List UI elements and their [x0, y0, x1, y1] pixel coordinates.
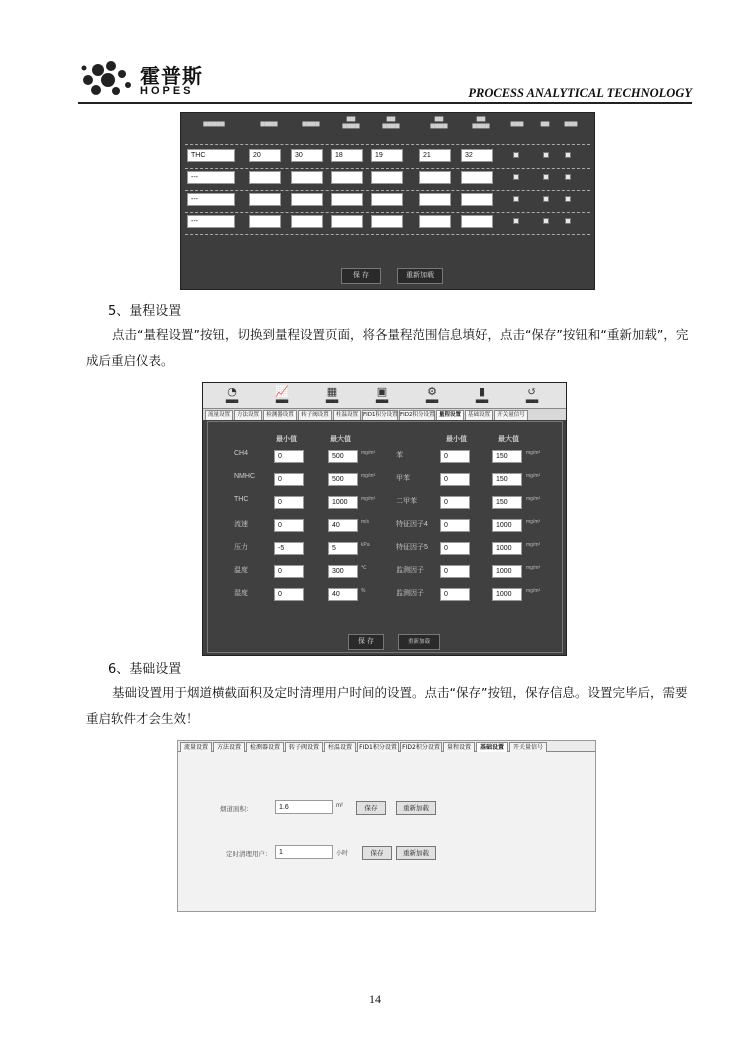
time-input[interactable]: 19	[371, 149, 403, 162]
settings-tab[interactable]: 柱温设置	[324, 742, 356, 752]
settings-tab[interactable]: 方法设置	[213, 742, 245, 752]
row-checkbox[interactable]	[565, 196, 571, 202]
range-min-input[interactable]: 0	[274, 519, 304, 532]
row-checkbox[interactable]	[543, 196, 549, 202]
col-header: ▆▆▆▆	[260, 121, 278, 127]
toolbar	[203, 383, 566, 409]
section-paragraph: 基础设置用于烟道横截面积及定时清理用户时间的设置。点击“保存”按钮，保存信息。设置完毕后，需要重启软件才会生效！	[86, 685, 688, 726]
settings-tab[interactable]: 开关量信号	[494, 410, 528, 420]
range-unit: mg/m³	[526, 542, 541, 548]
settings-tab[interactable]: 检测器设置	[263, 410, 297, 420]
range-max-input[interactable]: 300	[328, 565, 358, 578]
time-input[interactable]	[249, 171, 281, 184]
settings-tab[interactable]: 流量设置	[205, 410, 233, 420]
area-unit: m²	[336, 803, 343, 809]
range-min-input[interactable]: 0	[440, 565, 470, 578]
time-input[interactable]	[371, 215, 403, 228]
row-checkbox[interactable]	[513, 218, 519, 224]
time-input[interactable]	[249, 193, 281, 206]
toolbar-button-label: ▆▆▆▆	[425, 398, 439, 403]
area-input[interactable]	[275, 800, 333, 814]
time-input[interactable]	[331, 215, 363, 228]
component-name-input[interactable]: ---	[187, 171, 235, 184]
component-name-input[interactable]: ---	[187, 193, 235, 206]
row-checkbox[interactable]	[543, 174, 549, 180]
max-column-header: 最大值	[498, 436, 519, 443]
range-max-input[interactable]: 1000	[328, 496, 358, 509]
header-tagline: PROCESS ANALYTICAL TECHNOLOGY	[468, 86, 692, 100]
toolbar-button-label: ▆▆▆▆	[275, 398, 289, 403]
col-header: ▆▆	[540, 121, 550, 127]
time-input[interactable]	[371, 171, 403, 184]
settings-tab[interactable]: 方法设置	[234, 410, 262, 420]
range-max-input[interactable]: 1000	[492, 565, 522, 578]
toolbar-button[interactable]	[465, 385, 499, 407]
time-input[interactable]	[249, 215, 281, 228]
bar-chart-icon: ▮	[478, 385, 486, 398]
min-column-header: 最小值	[446, 436, 467, 443]
range-max-input[interactable]: 1000	[492, 542, 522, 555]
toolbar-button[interactable]	[415, 385, 449, 407]
settings-tab[interactable]: 开关量信号	[509, 742, 547, 752]
settings-tab[interactable]: FID2积分设置	[400, 412, 435, 418]
row-divider	[185, 190, 590, 191]
range-min-input[interactable]: -5	[274, 542, 304, 555]
area-label: 烟道面积：	[220, 806, 253, 813]
settings-tab[interactable]: 量程设置	[436, 410, 464, 420]
save-clean-button[interactable]: 保存	[362, 846, 392, 860]
range-unit: mg/m³	[526, 450, 541, 456]
toolbar-button-label: ▆▆▆▆	[475, 398, 489, 403]
range-settings-screenshot	[202, 382, 567, 656]
range-min-input[interactable]: 0	[440, 496, 470, 509]
range-unit: %	[361, 588, 366, 594]
range-min-input[interactable]: 0	[440, 588, 470, 601]
range-unit: mg/m³	[361, 473, 376, 479]
range-min-input[interactable]: 0	[440, 519, 470, 532]
range-unit: kPa	[361, 542, 370, 548]
settings-tab[interactable]: 转子阀设置	[298, 410, 332, 420]
gauge-icon: ◔	[227, 385, 237, 398]
range-min-input[interactable]: 0	[274, 565, 304, 578]
book-icon: ▦	[326, 385, 338, 398]
reload-button[interactable]: 重新加载	[397, 268, 443, 284]
settings-tab[interactable]: 基础设置	[476, 742, 508, 752]
settings-tab[interactable]: FID1积分设置	[357, 742, 399, 752]
toolbar-button[interactable]	[215, 385, 249, 407]
time-input[interactable]	[331, 193, 363, 206]
range-unit: mg/m³	[526, 473, 541, 479]
range-label: CH4	[234, 450, 249, 457]
clean-user-unit: 小时	[336, 851, 349, 857]
range-max-input[interactable]: 500	[328, 450, 358, 463]
row-checkbox[interactable]	[565, 218, 571, 224]
toolbar-button-label: ▆▆▆▆	[375, 398, 389, 403]
settings-tab[interactable]: 柱温设置	[333, 410, 361, 420]
col-header: ▆▆▆▆▆	[203, 121, 225, 127]
col-header: ▆▆ ▆▆▆▆	[342, 116, 360, 129]
settings-tab[interactable]: FID2积分设置	[400, 742, 442, 752]
settings-tab[interactable]: FID1积分设置	[363, 412, 398, 418]
range-label: 甲苯	[396, 475, 410, 482]
gear-icon: ⚙	[427, 385, 437, 398]
range-label: 流速	[234, 521, 248, 528]
reload-button[interactable]: 重新加载	[398, 634, 440, 650]
toolbar-button-label: ▆▆▆▆	[325, 398, 339, 403]
toolbar-button-label: ▆▆▆▆	[225, 398, 239, 403]
range-max-input[interactable]: 150	[492, 450, 522, 463]
range-unit: mg/m³	[526, 496, 541, 502]
range-label: 监测因子	[396, 590, 424, 597]
row-checkbox[interactable]	[513, 196, 519, 202]
time-input[interactable]: 30	[291, 149, 323, 162]
time-input[interactable]	[419, 215, 451, 228]
range-max-input[interactable]: 500	[328, 473, 358, 486]
settings-tab-bar	[178, 741, 595, 752]
time-input[interactable]	[461, 215, 493, 228]
settings-tab[interactable]: 基础设置	[465, 410, 493, 420]
range-unit: mg/m³	[526, 565, 541, 571]
toolbar-button[interactable]	[265, 385, 299, 407]
toolbar-button-label: ▆▆▆▆	[525, 398, 539, 403]
logo-english-name: HOPES	[140, 85, 194, 97]
settings-tab[interactable]: 检测器设置	[246, 742, 284, 752]
time-input[interactable]	[461, 193, 493, 206]
row-divider	[185, 212, 590, 213]
save-button[interactable]: 保 存	[341, 268, 381, 284]
row-checkbox[interactable]	[565, 174, 571, 180]
range-min-input[interactable]: 0	[440, 450, 470, 463]
time-input[interactable]	[419, 193, 451, 206]
chart-icon: 📈	[275, 385, 289, 398]
range-max-input[interactable]: 5	[328, 542, 358, 555]
range-unit: mg/m³	[526, 519, 541, 525]
range-label: 温度	[234, 567, 248, 574]
row-checkbox[interactable]	[565, 152, 571, 158]
save-button[interactable]: 保 存	[348, 634, 384, 650]
range-max-input[interactable]: 40	[328, 519, 358, 532]
page-number: 14	[369, 992, 381, 1006]
time-input[interactable]	[371, 193, 403, 206]
range-label: 苯	[396, 452, 403, 459]
range-min-input[interactable]: 0	[274, 588, 304, 601]
range-min-input[interactable]: 0	[274, 450, 304, 463]
logo-mark-icon	[78, 58, 138, 98]
max-column-header: 最大值	[330, 436, 351, 443]
settings-tab[interactable]: 流量设置	[180, 742, 212, 752]
col-header: ▆▆ ▆▆▆▆	[430, 116, 448, 129]
col-header: ▆▆▆	[564, 121, 578, 127]
range-form	[207, 421, 563, 653]
col-header: ▆▆ ▆▆▆▆	[472, 116, 490, 129]
range-max-input[interactable]: 40	[328, 588, 358, 601]
range-min-input[interactable]: 0	[440, 473, 470, 486]
range-unit: mg/m³	[361, 450, 376, 456]
row-divider	[185, 144, 590, 145]
monitor-icon: ▣	[376, 385, 388, 398]
return-icon: ↺	[527, 385, 537, 398]
settings-tab-bar	[203, 409, 566, 420]
range-label: THC	[234, 496, 249, 503]
range-unit: m/s	[361, 519, 370, 525]
row-checkbox[interactable]	[543, 152, 549, 158]
time-input[interactable]	[331, 171, 363, 184]
time-input[interactable]	[291, 193, 323, 206]
save-area-button[interactable]: 保存	[356, 801, 386, 815]
row-checkbox[interactable]	[513, 174, 519, 180]
range-min-input[interactable]: 0	[274, 473, 304, 486]
settings-tab[interactable]: 量程设置	[443, 742, 475, 752]
col-header: ▆▆▆	[510, 121, 524, 127]
min-column-header: 最小值	[276, 436, 297, 443]
clean-user-label: 定时清理用户：	[226, 851, 272, 858]
range-label: 压力	[234, 544, 248, 551]
range-unit: mg/m³	[526, 588, 541, 594]
range-label: 特征因子4	[396, 521, 428, 528]
row-divider	[185, 168, 590, 169]
time-input[interactable]: 32	[461, 149, 493, 162]
row-checkbox[interactable]	[543, 218, 549, 224]
time-input[interactable]	[419, 171, 451, 184]
toolbar-button[interactable]	[515, 385, 549, 407]
range-min-input[interactable]: 0	[440, 542, 470, 555]
range-label: 特征因子5	[396, 544, 428, 551]
range-label: NMHC	[234, 473, 255, 480]
section-heading: 6、基础设置	[108, 662, 182, 677]
time-input[interactable]	[291, 215, 323, 228]
section-heading: 5、量程设置	[108, 304, 182, 319]
time-input[interactable]: 21	[419, 149, 451, 162]
row-checkbox[interactable]	[513, 152, 519, 158]
range-max-input[interactable]: 150	[492, 496, 522, 509]
header-divider	[78, 102, 692, 104]
timing-table-screenshot	[180, 112, 595, 290]
range-unit: mg/m³	[361, 496, 376, 502]
section-paragraph: 点击“量程设置”按钮，切换到量程设置页面，将各量程范围信息填好，点击“保存”按钮和“重新加载”，完成后重启仪表。	[86, 327, 689, 368]
col-header: ▆▆ ▆▆▆▆	[382, 116, 400, 129]
range-unit: ℃	[361, 565, 367, 571]
logo-chinese-name: 霍普斯	[140, 64, 203, 88]
basic-settings-screenshot	[177, 740, 596, 912]
component-name-input[interactable]: THC	[187, 149, 235, 162]
company-logo	[78, 58, 228, 100]
toolbar-button[interactable]	[365, 385, 399, 407]
range-min-input[interactable]: 0	[274, 496, 304, 509]
toolbar-button[interactable]	[315, 385, 349, 407]
range-max-input[interactable]: 150	[492, 473, 522, 486]
clean-user-input[interactable]	[275, 845, 333, 859]
time-input[interactable]: 20	[249, 149, 281, 162]
range-label: 二甲苯	[396, 498, 417, 505]
range-max-input[interactable]: 1000	[492, 519, 522, 532]
col-header: ▆▆▆▆	[302, 121, 320, 127]
reload-area-button[interactable]: 重新加载	[396, 801, 436, 815]
range-max-input[interactable]: 1000	[492, 588, 522, 601]
range-label: 湿度	[234, 590, 248, 597]
time-input[interactable]	[291, 171, 323, 184]
component-name-input[interactable]: ---	[187, 215, 235, 228]
reload-clean-button[interactable]: 重新加载	[396, 846, 436, 860]
row-divider	[185, 234, 590, 235]
settings-tab[interactable]: 转子阀设置	[285, 742, 323, 752]
time-input[interactable]: 18	[331, 149, 363, 162]
time-input[interactable]	[461, 171, 493, 184]
range-label: 监测因子	[396, 567, 424, 574]
